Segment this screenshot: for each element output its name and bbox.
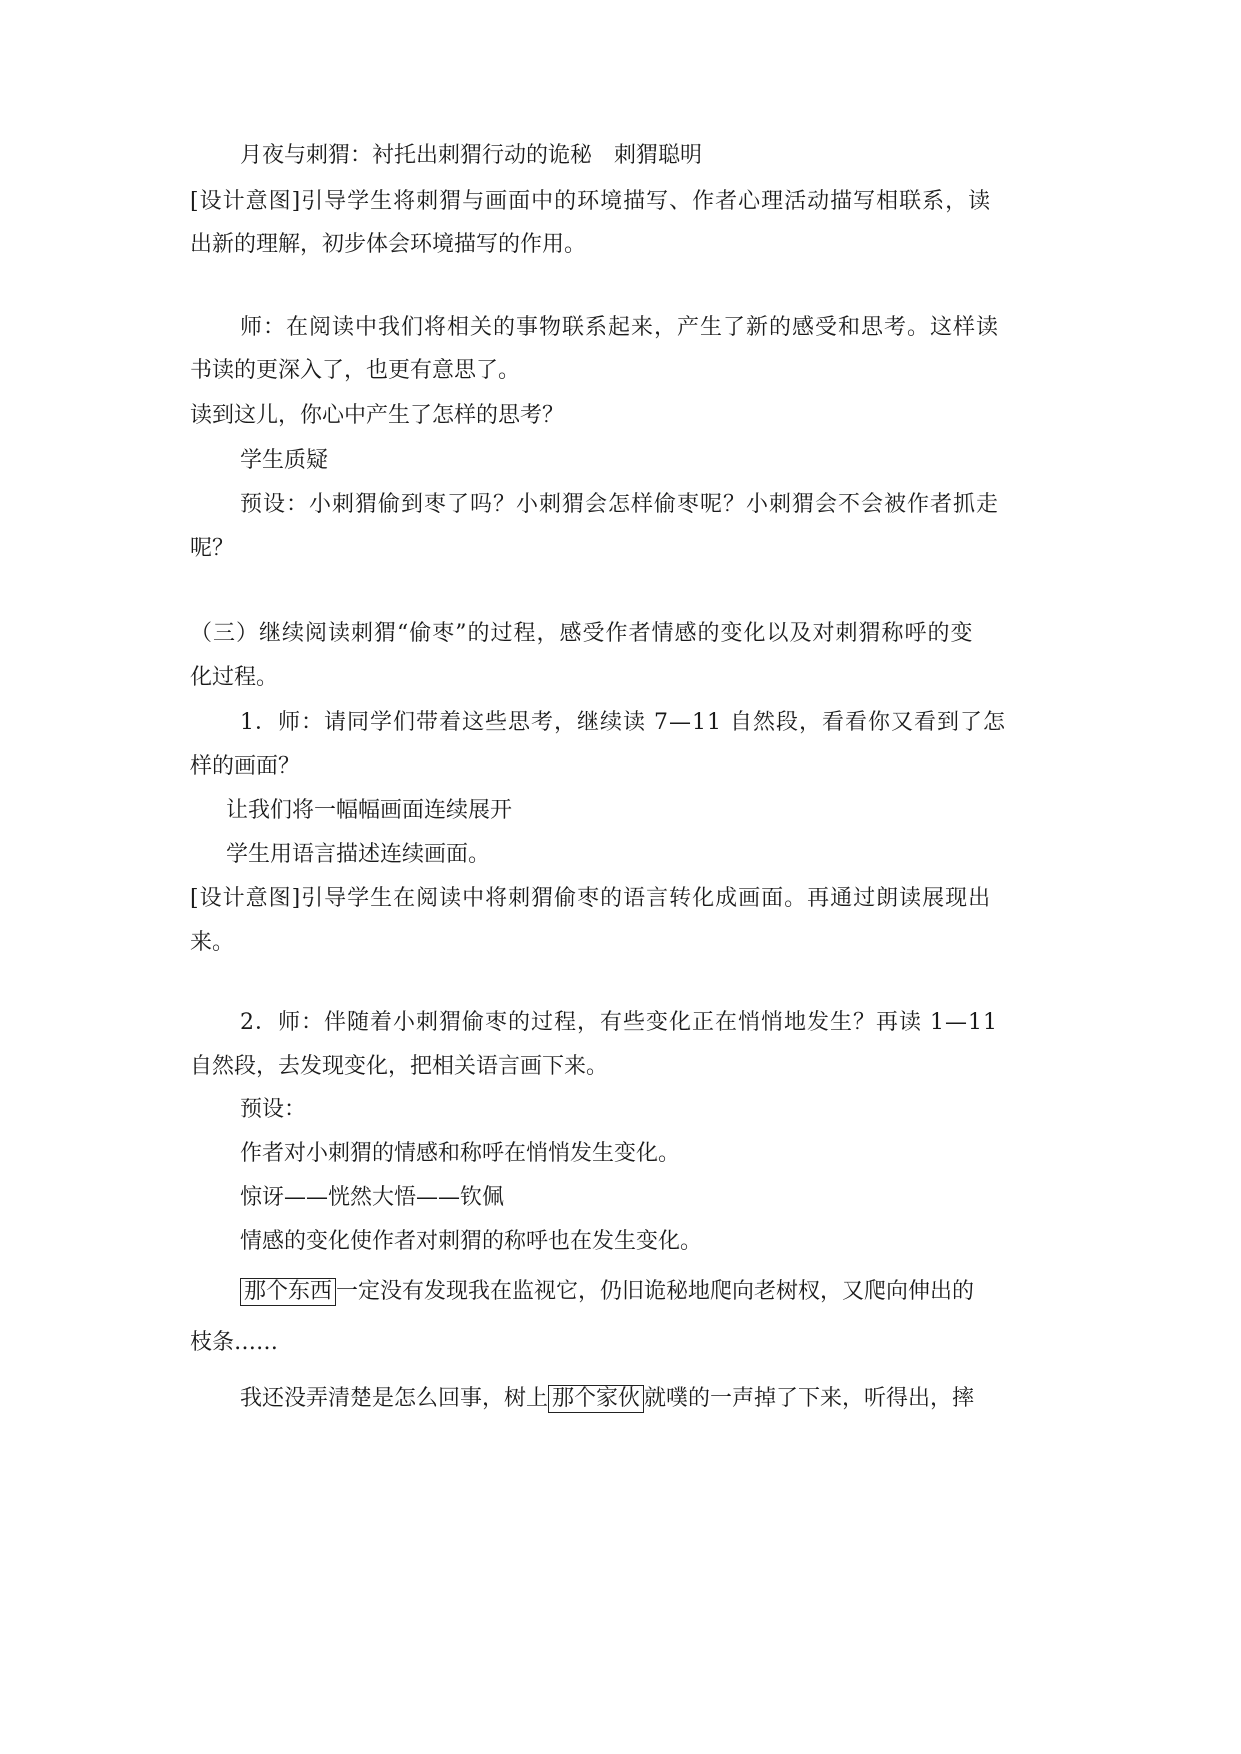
text-line: 惊讶——恍然大悟——钦佩 (240, 1185, 505, 1210)
text-line (240, 1384, 1110, 1414)
text-line: [设计意图]引导学生在阅读中将刺猬偷枣的语言转化成画面。再通过朗读展现出 (190, 886, 992, 911)
text-line: 月夜与刺猬：衬托出刺猬行动的诡秘 刺猬聪明 (240, 143, 703, 168)
text-line: 情感的变化使作者对刺猬的称呼也在发生变化。 (240, 1229, 703, 1254)
text-line: [设计意图]引导学生将刺猬与画面中的环境描写、作者心理活动描写相联系，读 (190, 189, 992, 214)
text-line: 预设：小刺猬偷到枣了吗？小刺猬会怎样偷枣呢？小刺猬会不会被作者抓走 (240, 492, 1000, 517)
boxed-term: 那个家伙 (548, 1385, 644, 1413)
text-span: 一定没有发现我在监视它，仍旧诡秘地爬向老树杈，又爬向伸出的 (336, 1279, 975, 1304)
text-line: 让我们将一幅幅画面连续展开 (226, 798, 513, 823)
text-line: 预设： (240, 1097, 307, 1122)
text-line: 作者对小刺猬的情感和称呼在悄悄发生变化。 (240, 1141, 681, 1166)
text-line: 师：在阅读中我们将相关的事物联系起来，产生了新的感受和思考。这样读 (240, 315, 1000, 340)
text-line: 学生质疑 (240, 448, 329, 473)
text-line (240, 1277, 1110, 1307)
text-line: 自然段，去发现变化，把相关语言画下来。 (190, 1054, 609, 1079)
text-line: 呢？ (190, 536, 235, 561)
text-line: 化过程。 (190, 665, 279, 690)
text-line: 学生用语言描述连续画面。 (226, 842, 491, 867)
text-line: 书读的更深入了，也更有意思了。 (190, 358, 521, 383)
text-line: 样的画面？ (190, 754, 301, 779)
text-span: 我还没弄清楚是怎么回事，树上 (240, 1386, 549, 1411)
text-line: 读到这儿，你心中产生了怎样的思考？ (190, 403, 565, 428)
section-heading: （三）继续阅读刺猬“偷枣”的过程，感受作者情感的变化以及对刺猬称呼的变 (190, 621, 974, 646)
text-line: 出新的理解，初步体会环境描写的作用。 (190, 232, 587, 257)
text-line: 来。 (190, 930, 235, 955)
text-line: 枝条…… (190, 1330, 279, 1355)
text-line: 2．师：伴随着小刺猬偷枣的过程，有些变化正在悄悄地发生？再读 1—11 (240, 1010, 998, 1035)
text-line: 1．师：请同学们带着这些思考，继续读 7—11 自然段，看看你又看到了怎 (240, 710, 1006, 735)
boxed-term: 那个东西 (240, 1278, 336, 1306)
text-span: 就噗的一声掉了下来，听得出，摔 (644, 1386, 975, 1411)
